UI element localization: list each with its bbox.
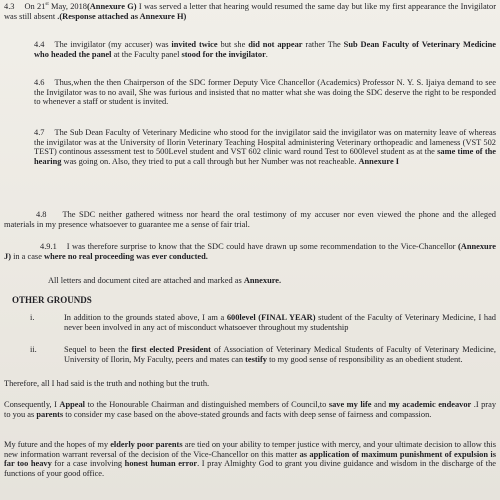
list-marker: i. [30, 313, 35, 322]
paragraph-4-8: 4.8 The SDC neither gathered witness nor heard the oral testimony of my accuser nor even viewed the phone and the alleged materials in my presence whatsoever to guarantee me a sense of fair trial. [4, 210, 496, 229]
paragraph-4-4: 4.4 The invigilator (my accuser) was invited twice but she did not appear rather The Sub Dean Faculty of Veterinary Medicine who headed the panel at the Faculty panel stood for the invigilator. [34, 40, 496, 59]
letters-cited-line: All letters and document cited are attached and marked as Annexure. [48, 276, 282, 285]
paragraph-4-6: 4.6 Thus,when the then Chairperson of the SDC former Deputy Vice Chancellor (Academics) Professor N. Y. S. Ijaiya demand to see the Invigilator was to no avail, She was furious and insisted that no matter what she was doing the SDC deserve the right to be responded to whenever a staff or student is invited. [34, 78, 496, 107]
paragraph-number: 4.9.1 [40, 242, 57, 251]
paragraph-4-7: 4.7 The Sub Dean Faculty of Veterinary Medicine who stood for the invigilator said the invigilator was on maternity leave of whereas the invigilator was at the University of Ilorin Veterinary Teaching Hospital administering Veterinary orthopeadic and lameness (VST 502 TEST) continous assessment test to 500Level student and VST 602 clinic ward round Test to 600level student as at the same time of the hearing was going on. Also, they tried to put a call through but her Number was not reacheable. Annexure I [34, 128, 496, 166]
paragraph-4-3: 4.3 On 21st May, 2018(Annexure G) I was served a letter that hearing would resumed the same day but like my first appearance the Invigilator was still absent .(Response attached as Annexure H) [4, 2, 496, 21]
future-paragraph: My future and the hopes of my elderly poor parents are tied on your ability to temper justice with mercy, and your ultimate decision to allow this new information warrant reversal of the decision of the Vice-Chancellor on this matter as application of maximum punishment of expulsion is far too heavy for a case involving honest human error. I pray Almighty God to grant you divine guidance and wisdom in the discharge of the functions of your good office. [4, 440, 497, 478]
list-item-ground-1: i. In addition to the grounds stated above, I am a 600level (FINAL YEAR) student of the Faculty of Veterinary Medicine, I had never been involved in any act of misconduct whatsoever throughout my studentship [30, 313, 496, 332]
section-heading: OTHER GROUNDS [12, 295, 92, 305]
therefore-line: Therefore, all I had said is the truth and nothing but the truth. [4, 379, 210, 388]
list-item-ground-2: ii. Sequel to been the first elected President of Association of Veterinary Medical Students of Faculty of Veterinary Medicine, University of Ilorin, My Faculty, peers and mates can testify to my good sense of responsibility as an obedient student. [30, 345, 496, 364]
paragraph-number: 4.3 [4, 2, 15, 11]
paragraph-number: 4.7 [34, 128, 45, 137]
paragraph-number: 4.4 [34, 40, 45, 49]
paragraph-number: 4.6 [34, 78, 45, 87]
paragraph-4-9-1: 4.9.1 I was therefore surprise to know that the SDC could have drawn up some recommendation to the Vice-Chancellor (Annexure J) in a case where no real proceeding was ever conducted. [4, 242, 496, 261]
list-marker: ii. [30, 345, 37, 354]
paragraph-number: 4.8 [36, 210, 47, 219]
consequently-paragraph: Consequently, I Appeal to the Honourable Chairman and distinguished members of Council,to save my life and my academic endeavor .I pray to you as parents to consider my case based on the above-stated grounds and facts with deep sense of fairness and compassion. [4, 400, 497, 419]
